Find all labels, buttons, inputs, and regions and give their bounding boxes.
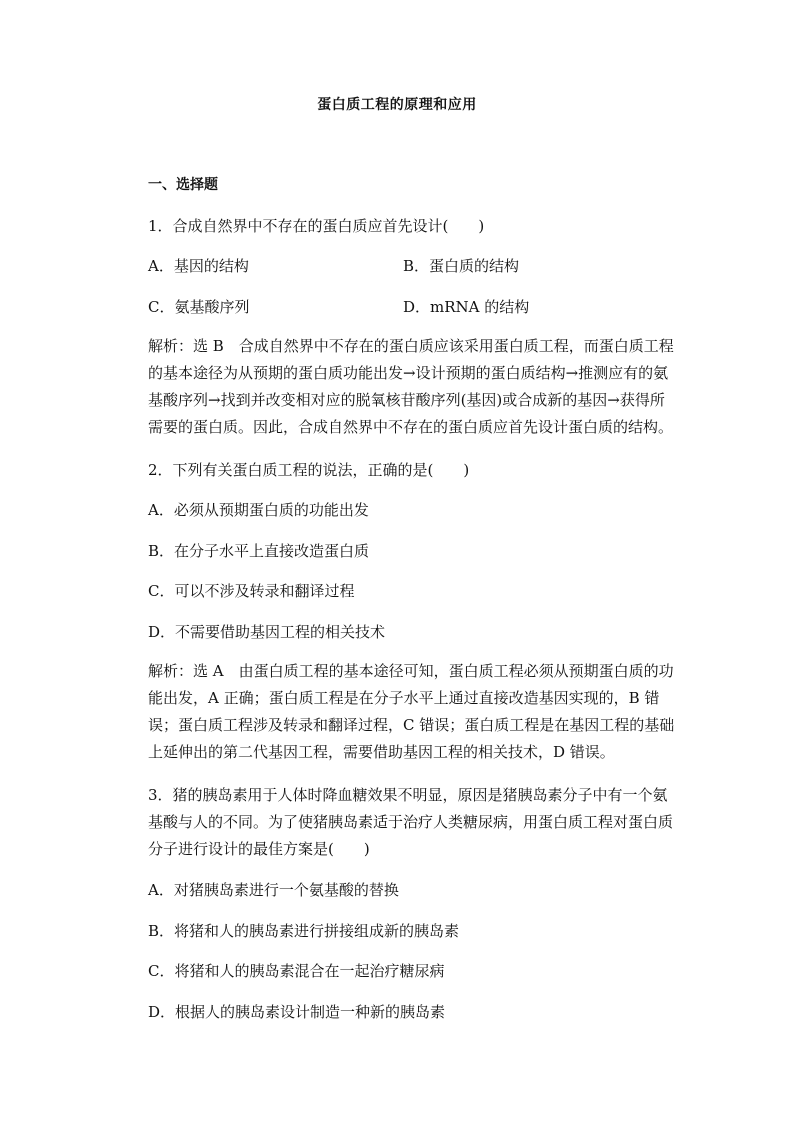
q1-option-c: C．氨基酸序列: [148, 298, 250, 316]
page-title: 蛋白质工程的原理和应用: [317, 97, 477, 113]
q3-option-c: C．将猪和人的胰岛素混合在一起治疗糖尿病: [148, 962, 445, 980]
q2-option-a: A．必须从预期蛋白质的功能出发: [148, 501, 369, 519]
q3-stem: 3．猪的胰岛素用于人体时降血糖效果不明显，原因是猪胰岛素分子中有一个氨基酸与人的不同。为了使猪胰岛素适于治疗人类糖尿病，用蛋白质工程对蛋白质分子进行设计的最佳方案是( ): [148, 786, 674, 858]
q2-option-d: D．不需要借助基因工程的相关技术: [148, 623, 386, 641]
q1-option-a: A．基因的结构: [148, 257, 249, 275]
q2-analysis-text: 选 A 由蛋白质工程的基本途径可知，蛋白质工程必须从预期蛋白质的功能出发，A 正确；蛋白质工程是在分子水平上通过直接改造基因实现的，B 错误；蛋白质工程涉及转录和翻译过程，C 错误；蛋白质工程是在基因工程的基础上延伸出的第二代基因工程，需要借助基因工程的相关技术，D 错误。: [148, 662, 675, 761]
q2-option-c: C．可以不涉及转录和翻译过程: [148, 582, 355, 600]
q1-option-b: B．蛋白质的结构: [403, 257, 520, 275]
q3-option-a: A．对猪胰岛素进行一个氨基酸的替换: [148, 881, 399, 899]
q1-option-d: D．mRNA 的结构: [403, 298, 530, 316]
q3-option-d: D．根据人的胰岛素设计制造一种新的胰岛素: [148, 1003, 446, 1021]
q1-analysis-label: 解析：: [148, 337, 194, 355]
q2-analysis-label: 解析：: [148, 662, 194, 680]
q2-stem: 2．下列有关蛋白质工程的说法，正确的是( ): [148, 461, 470, 479]
section-heading: 一、选择题: [148, 177, 218, 193]
q1-analysis-text: 选 B 合成自然界中不存在的蛋白质应该采用蛋白质工程，而蛋白质工程的基本途径为从预期的蛋白质功能出发→设计预期的蛋白质结构→推测应有的氨基酸序列→找到并改变相对应的脱氧核苷酸序列(基因)或合成新的基因→获得所需要的蛋白质。因此，合成自然界中不存在的蛋白质应首先设计蛋白质的结构。: [148, 337, 674, 436]
q2-option-b: B．在分子水平上直接改造蛋白质: [148, 542, 370, 560]
q1-stem: 1．合成自然界中不存在的蛋白质应首先设计( ): [148, 217, 485, 235]
q3-option-b: B．将猪和人的胰岛素进行拼接组成新的胰岛素: [148, 922, 460, 940]
q2-analysis: [148, 658, 676, 766]
q1-analysis: [148, 333, 676, 441]
